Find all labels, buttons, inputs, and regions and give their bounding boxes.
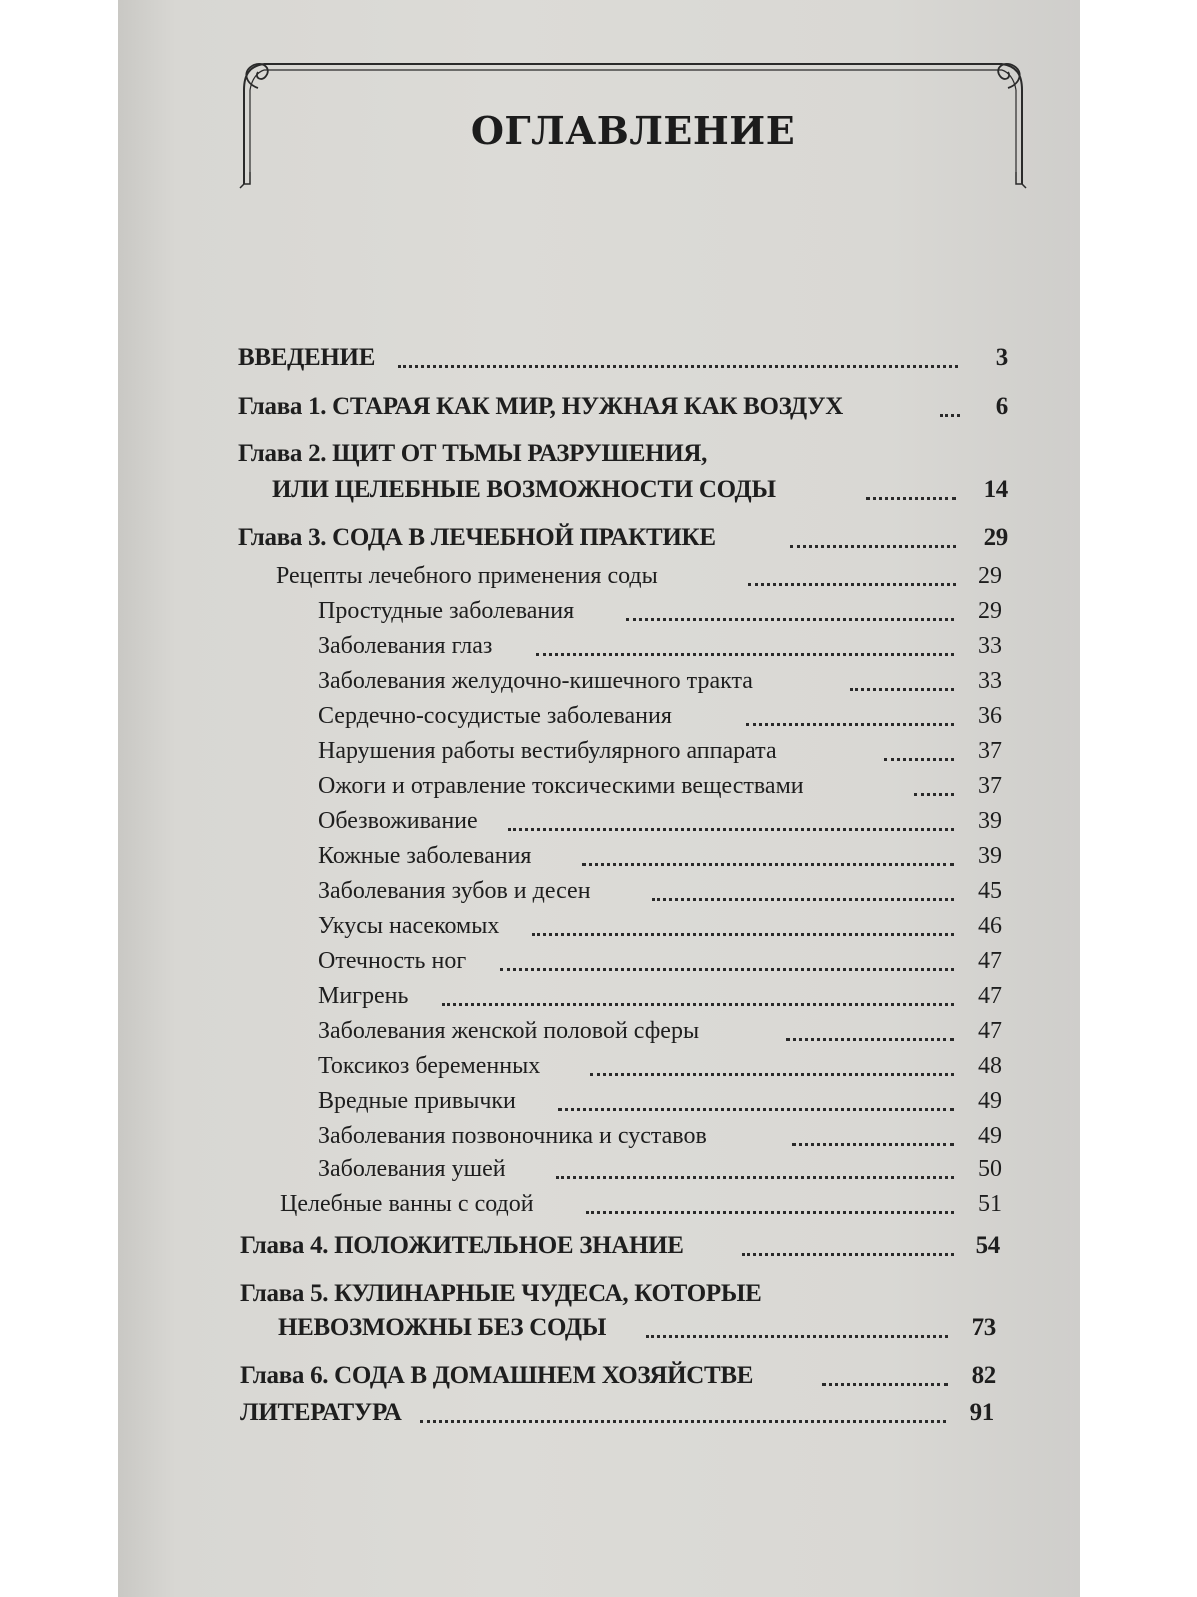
toc-page-number: 39 (978, 843, 1002, 869)
toc-entry-label: Вредные привычки (318, 1088, 516, 1114)
toc-title: ОГЛАВЛЕНИЕ (470, 108, 796, 153)
toc-page-number: 37 (978, 773, 1002, 799)
toc-entry (0, 391, 1197, 423)
toc-entry (0, 910, 1197, 942)
toc-page-number: 29 (978, 598, 1002, 624)
toc-entry (0, 1050, 1197, 1082)
toc-page-number: 49 (978, 1088, 1002, 1114)
toc-page-number: 36 (978, 703, 1002, 729)
toc-entry (0, 1278, 1197, 1310)
toc-entry-label: Глава 1. СТАРАЯ КАК МИР, НУЖНАЯ КАК ВОЗДУХ (238, 393, 844, 420)
toc-entry-label: Сердечно-сосудистые заболевания (318, 703, 672, 729)
toc-page-number: 6 (995, 393, 1008, 420)
toc-entry (0, 1397, 1197, 1429)
toc-entry-label: ВВЕДЕНИЕ (238, 344, 376, 371)
toc-leader (792, 1143, 954, 1146)
toc-entry (0, 522, 1197, 554)
toc-page-number: 48 (978, 1053, 1002, 1079)
toc-entry-label: Укусы насекомых (318, 913, 500, 939)
toc-leader (582, 863, 954, 866)
toc-entry (0, 980, 1197, 1012)
toc-page-number: 73 (971, 1314, 996, 1341)
toc-leader (822, 1383, 948, 1386)
toc-entry-label: НЕВОЗМОЖНЫ БЕЗ СОДЫ (278, 1314, 607, 1341)
toc-page-number: 29 (978, 563, 1002, 589)
toc-entry-label: Нарушения работы вестибулярного аппарата (318, 738, 777, 764)
toc-leader (742, 1253, 954, 1256)
toc-entry (0, 1312, 1197, 1344)
toc-page-number: 54 (975, 1232, 1000, 1259)
toc-entry (0, 595, 1197, 627)
toc-entry-label: ИЛИ ЦЕЛЕБНЫЕ ВОЗМОЖНОСТИ СОДЫ (272, 476, 776, 503)
toc-entry (0, 630, 1197, 662)
toc-entry (0, 840, 1197, 872)
toc-entry-label: Простудные заболевания (318, 598, 575, 624)
toc-leader (790, 545, 956, 548)
toc-entry (0, 945, 1197, 977)
toc-leader (586, 1211, 954, 1214)
toc-entry (0, 770, 1197, 802)
toc-entry-label: Мигрень (318, 983, 409, 1009)
toc-page-number: 49 (978, 1123, 1002, 1149)
toc-entry (0, 1085, 1197, 1117)
toc-entry-label: Заболевания глаз (318, 633, 493, 659)
toc-leader (556, 1176, 954, 1179)
toc-entry (0, 875, 1197, 907)
toc-leader (532, 933, 954, 936)
toc-page-number: 51 (978, 1191, 1002, 1217)
toc-page-number: 33 (978, 668, 1002, 694)
toc-entry (0, 474, 1197, 506)
toc-page-number: 82 (971, 1362, 996, 1389)
toc-entry-label: ЛИТЕРАТУРА (240, 1399, 402, 1426)
toc-leader (646, 1335, 948, 1338)
toc-page-number: 91 (969, 1399, 994, 1426)
toc-entry-label: Кожные заболевания (318, 843, 532, 869)
toc-entry-label: Целебные ванны с содой (280, 1191, 534, 1217)
toc-entry-label: Отечность ног (318, 948, 467, 974)
toc-page-number: 29 (983, 524, 1008, 551)
toc-page-number: 46 (978, 913, 1002, 939)
toc-leader (626, 618, 954, 621)
toc-page-number: 37 (978, 738, 1002, 764)
toc-entry-label: Глава 4. ПОЛОЖИТЕЛЬНОЕ ЗНАНИЕ (240, 1232, 684, 1259)
toc-leader (536, 653, 954, 656)
toc-entry-label: Обезвоживание (318, 808, 478, 834)
toc-entry-label: Заболевания зубов и десен (318, 878, 591, 904)
toc-page-number: 33 (978, 633, 1002, 659)
toc-entry (0, 735, 1197, 767)
toc-entry-label: Токсикоз беременных (318, 1053, 541, 1079)
toc-leader (746, 723, 954, 726)
toc-leader (398, 365, 958, 368)
toc-entry (0, 1188, 1197, 1220)
toc-page-number: 47 (978, 983, 1002, 1009)
toc-leader (786, 1038, 954, 1041)
toc-entry-label: Рецепты лечебного применения соды (276, 563, 658, 589)
toc-entry-label: Заболевания позвоночника и суставов (318, 1123, 707, 1149)
toc-leader (558, 1108, 954, 1111)
toc-entry-label: Глава 6. СОДА В ДОМАШНЕМ ХОЗЯЙСТВЕ (240, 1362, 754, 1389)
toc-leader (442, 1003, 954, 1006)
toc-entry-label: Глава 5. КУЛИНАРНЫЕ ЧУДЕСА, КОТОРЫЕ (240, 1280, 762, 1307)
toc-entry (0, 665, 1197, 697)
toc-leader (652, 898, 954, 901)
toc-leader (590, 1073, 954, 1076)
toc-leader (508, 828, 954, 831)
toc-page-number: 14 (983, 476, 1008, 503)
toc-entry (0, 1120, 1197, 1152)
toc-entry (0, 805, 1197, 837)
toc-leader (420, 1420, 946, 1423)
toc-leader (850, 688, 954, 691)
toc-entry-label: Глава 2. ЩИТ ОТ ТЬМЫ РАЗРУШЕНИЯ, (238, 440, 708, 467)
toc-entry (0, 438, 1197, 470)
toc-entry-label: Заболевания желудочно-кишечного тракта (318, 668, 753, 694)
toc-page-number: 47 (978, 1018, 1002, 1044)
toc-entry (0, 700, 1197, 732)
toc-page-number: 50 (978, 1156, 1002, 1182)
toc-entry (0, 1360, 1197, 1392)
toc-entry (0, 1230, 1197, 1262)
toc-page-number: 45 (978, 878, 1002, 904)
toc-entry-label: Заболевания женской половой сферы (318, 1018, 700, 1044)
toc-leader (866, 497, 956, 500)
toc-entry (0, 1153, 1197, 1185)
toc-page-number: 47 (978, 948, 1002, 974)
toc-entry-label: Глава 3. СОДА В ЛЕЧЕБНОЙ ПРАКТИКЕ (238, 524, 716, 551)
toc-entry (0, 342, 1197, 374)
toc-entry (0, 1015, 1197, 1047)
toc-leader (500, 968, 954, 971)
toc-entry-label: Заболевания ушей (318, 1156, 506, 1182)
toc-leader (748, 583, 956, 586)
toc-entry (0, 560, 1197, 592)
toc-entry-label: Ожоги и отравление токсическими веществами (318, 773, 804, 799)
toc-page-number: 3 (995, 344, 1008, 371)
toc-page-number: 39 (978, 808, 1002, 834)
